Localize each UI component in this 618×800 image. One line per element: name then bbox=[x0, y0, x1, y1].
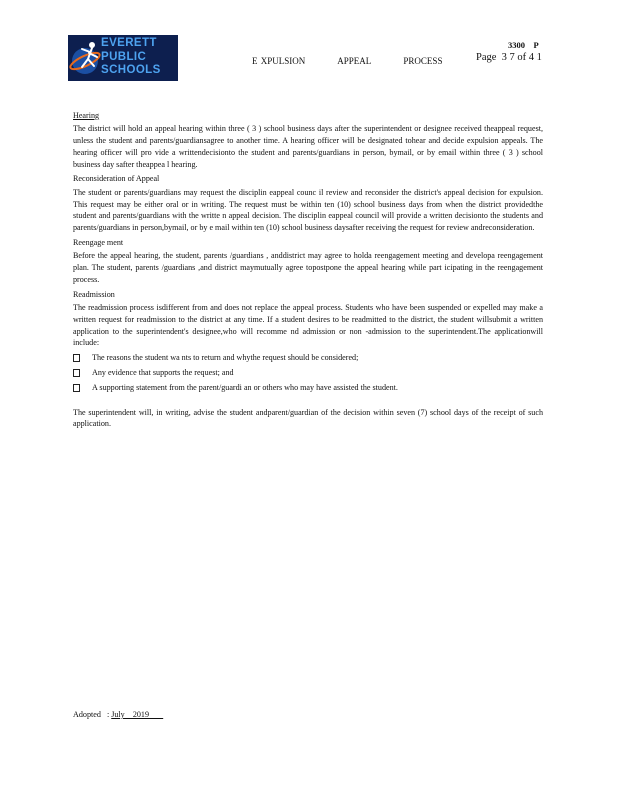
section-heading-readmission: Readmission bbox=[73, 289, 115, 299]
section-text-reconsideration: The student or parents/guardians may request the disciplin eappeal counc il review and reconsider the district's appeal decision for expulsion. This request may be either oral or in writing. The request must be within ten (10) school business days from when the district providedthe student and parents/guardians with the writte n appeal decision. The disciplin eappeal council will provide a written decisionto the students and parents/guardians in person,bymail, or by e mail within ten (10) school business daysafter receiving the request for review andreconsideration. bbox=[73, 187, 543, 233]
district-logo bbox=[68, 35, 178, 81]
bullet-box-icon bbox=[73, 384, 80, 392]
adopted-date: July 2019 bbox=[111, 710, 164, 719]
bullet-box-icon bbox=[73, 369, 80, 377]
document-body bbox=[73, 110, 543, 430]
section-text-readmission: The readmission process isdifferent from and does not replace the appeal process. Students who have been suspended or expelled may make a written request for readmission to the district at any time. If a student desires to be readmitted to the district, the student willsubmit a written application to the superintendent's designee,who will recomme nd admission or non -admission to the superintendent.The applicationwill include: bbox=[73, 302, 543, 348]
section-heading-hearing: Hearing bbox=[73, 111, 100, 120]
section-text-hearing: The district will hold an appeal hearing within three ( 3 ) school business days after the superintendent or designee received theappeal request, unless the student and parents/guardiansagree to another time. A hearing officer will be designated tohear and decide expulsion appeals. The hearing officer will pro vide a writtendecisionto the student and parents/guardians in person, bymail, or by email within three ( 3 ) school business day safter theappea l hearing. bbox=[73, 124, 543, 169]
bullet-box-icon bbox=[73, 354, 80, 362]
logo-wordmark: EVERETT PUBLIC SCHOOLS bbox=[101, 37, 161, 76]
adopted-line bbox=[73, 710, 163, 719]
list-item: The reasons the student wa nts to return and whythe request should be considered; bbox=[73, 352, 543, 364]
policy-number: 3300 P bbox=[508, 40, 539, 50]
section-text-closing: The superintendent will, in writing, advise the student andparent/guardian of the decision within seven (7) school days of the receipt of such application. bbox=[73, 407, 543, 429]
page-number: Page 3 7 of 4 1 bbox=[476, 52, 542, 63]
list-item: A supporting statement from the parent/guardi an or others who may have assisted the student. bbox=[73, 382, 543, 394]
section-heading-reengagement: Reengage ment bbox=[73, 237, 124, 247]
document-title: E XPULSION APPEAL PROCESS bbox=[252, 56, 443, 66]
application-requirements-list bbox=[73, 352, 543, 393]
section-text-reengagement: Before the appeal hearing, the student, parents /guardians , anddistrict may agree to holda reengagement meeting and developa reengagement plan. The student, parents /guardians ,and district maymutually agree topostpone the appeal hearing while part icipating in the reengagement process. bbox=[73, 251, 543, 284]
section-heading-reconsideration: Reconsideration of Appeal bbox=[73, 174, 160, 184]
adopted-label: Adopted : bbox=[73, 710, 110, 719]
list-item: Any evidence that supports the request; and bbox=[73, 367, 543, 379]
